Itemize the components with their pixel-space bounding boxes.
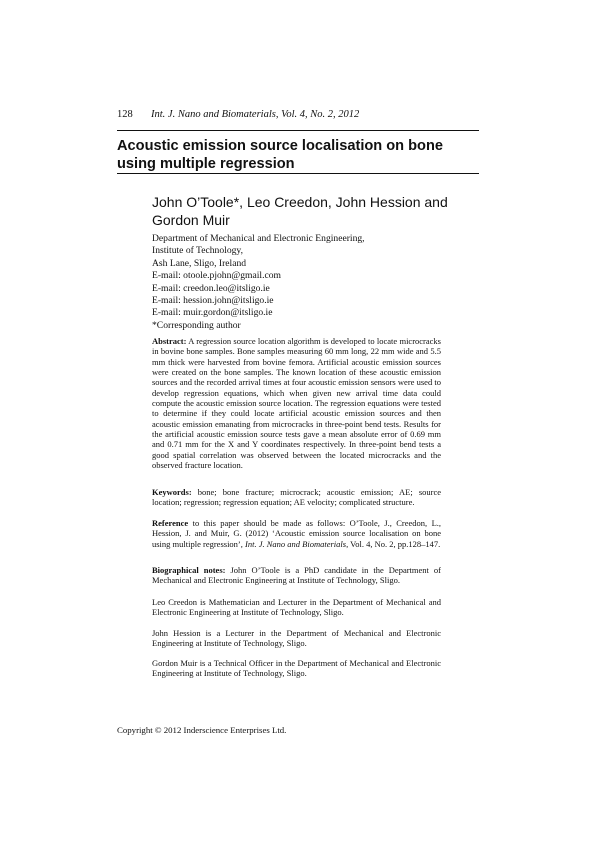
- bio-label: Biographical notes:: [152, 565, 226, 575]
- author-list: John O’Toole*, Leo Creedon, John Hession and Gordon Muir: [152, 194, 448, 228]
- email-hession: E-mail: hession.john@itsligo.ie: [152, 295, 274, 307]
- affiliation-address: Ash Lane, Sligo, Ireland: [152, 257, 247, 269]
- bio-text-otoole: John O’Toole is a PhD candidate in the Department of Mechanical and Electronic Engineering at Institute of Technology, Sligo.: [152, 565, 441, 586]
- title-rule-bottom: [117, 173, 479, 174]
- copyright-notice: Copyright © 2012 Inderscience Enterprises Ltd.: [117, 725, 287, 735]
- title-rule-top: [117, 130, 479, 131]
- affiliation-department: Department of Mechanical and Electronic Engineering,: [152, 233, 365, 244]
- email-otoole: E-mail: otoole.pjohn@gmail.com: [152, 270, 282, 282]
- email-muir: E-mail: muir.gordon@itsligo.ie: [152, 307, 273, 319]
- keywords-label: Keywords:: [152, 487, 192, 497]
- biographical-note-hession: John Hession is a Lecturer in the Department of Mechanical and Electronic Engineering at Institute of Technology, Sligo.: [152, 628, 441, 649]
- affiliation-block: [152, 233, 365, 332]
- email-creedon: E-mail: creedon.leo@itsligo.ie: [152, 282, 270, 294]
- reference-lead: to this paper should be made as follows: O’Toole, J., Creedon, L., Hession, J. and Muir, G. (2012) ‘Acoustic emission source localisation on bone using multiple regression’,: [152, 518, 442, 549]
- biographical-note-creedon: Leo Creedon is Mathematician and Lecturer in the Department of Mechanical and Electronic Engineering at Institute of Technology, Sligo.: [152, 597, 441, 618]
- reference-note: [152, 518, 441, 549]
- biographical-note-muir: Gordon Muir is a Technical Officer in the Department of Mechanical and Electronic Engineering at Institute of Technology, Sligo.: [152, 658, 441, 679]
- corresponding-author-note: *Corresponding author: [152, 319, 241, 331]
- reference-tail: , Vol. 4, No. 2, pp.128–147.: [346, 538, 441, 549]
- abstract-text: A regression source location algorithm is developed to locate microcracks in bovine bone samples. Bone samples measuring 60 mm long, 22 mm wide and 5.5 mm thick were harvested from bovine femora. Artificial acoustic emission sources were created on the bone samples. The known location of these acoustic emission sources and the recorded arrival times at four acoustic emission sensors were used to develop regression equations, which when given new arrival time data could compute the acoustic emission source location. The regression equations were tested to determine if they could locate artificial acoustic emission sources and then acoustic emission emanating from microcracks in three-point bend tests. Results for the artificial acoustic emission source tests gave a mean absolute error of 0.69 mm and 0.71 mm for the X and Y coordinates respectively. In three-point bend tests a good spatial correlation was observed between the located microcracks and the observed fracture location.: [152, 336, 441, 471]
- keywords: [152, 487, 441, 508]
- keywords-text: bone; bone fracture; microcrack; acoustic emission; AE; source location; regression; regression equation; AE velocity; complicated structure.: [152, 487, 441, 508]
- page-number: 128: [117, 109, 133, 120]
- abstract-label: Abstract:: [152, 336, 187, 346]
- paper-title: Acoustic emission source localisation on bone using multiple regression: [117, 138, 444, 172]
- affiliation-institute: Institute of Technology,: [152, 245, 243, 257]
- abstract: [152, 336, 441, 470]
- reference-label: Reference: [152, 518, 189, 528]
- journal-citation: Int. J. Nano and Biomaterials, Vol. 4, No. 2, 2012: [151, 109, 360, 120]
- running-head: [117, 109, 359, 120]
- reference-journal: Int. J. Nano and Biomaterials: [245, 538, 347, 549]
- biographical-note-otoole: [152, 565, 441, 586]
